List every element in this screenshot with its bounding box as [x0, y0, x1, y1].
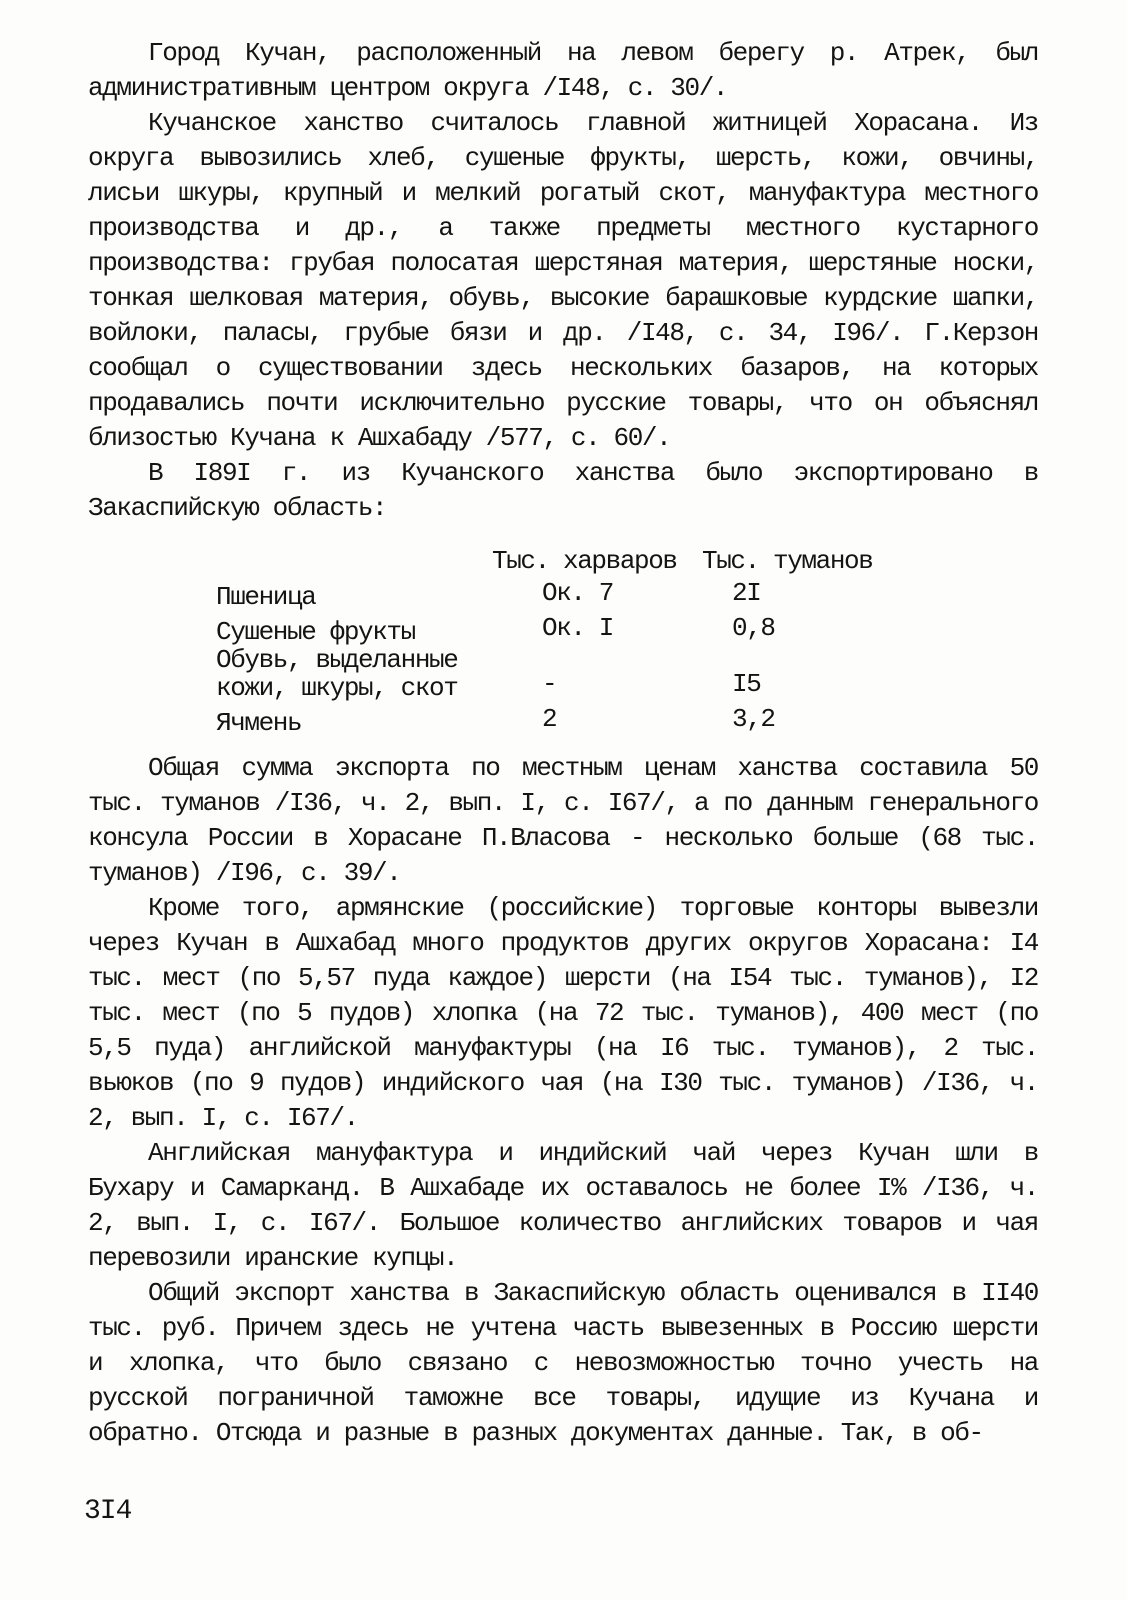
row-qty: - [542, 669, 557, 699]
table-row [216, 611, 912, 646]
table-row [216, 702, 912, 737]
body-text [88, 36, 1038, 1451]
paragraph-1891-export-intro: В I89I г. из Кучанского ханства было экспортировано в Закаспийскую область: [88, 458, 1038, 523]
paragraph-total-export-estimate: Общий экспорт ханства в Закаспийскую область оценивался в II40 тыс. руб. Причем здесь не учтена часть вывезенных в Россию шерсти и хлопка, что было связано с невозможностью точно учесть на русской пограничной таможне все товары, идущие из Кучана и обратно. Отсюда и разные в разных документах данные. Так, в об- [88, 1278, 1038, 1448]
table-row [216, 576, 912, 611]
row-val: 2I [732, 578, 761, 608]
row-name: Обувь, выделанные кожи, шкуры, скот [216, 645, 458, 703]
row-name: Ячмень [216, 708, 302, 738]
row-val: 3,2 [732, 704, 775, 734]
row-val: I5 [732, 669, 761, 699]
row-name: Пшеница [216, 582, 316, 612]
export-table [216, 546, 912, 737]
row-qty: Ок. I [542, 613, 614, 643]
page-number: 3I4 [84, 1496, 132, 1527]
paragraph-kuchan-khanate-exports: Кучанское ханство считалось главной житницей Хорасана. Из округа вывозились хлеб, сушеные фрукты, шерсть, кожи, овчины, лисьи шкуры, крупный и мелкий рогатый скот, мануфактура местного производства и др., а также предметы местного кустарного производства: грубая полосатая шерстяная материя, шерстяные носки, тонкая шелковая материя, обувь, высокие барашковые курдские шапки, войлоки, паласы, грубые бязи и др. /I48, с. 34, I96/. Г.Керзон сообщал о существовании здесь нескольких базаров, на которых продавались почти исключительно русские товары, что он объяснял близостью Кучана к Ашхабаду /577, с. 60/. [88, 108, 1038, 453]
paragraph-total-export-sum: Общая сумма экспорта по местным ценам ханства составила 50 тыс. туманов /I36, ч. 2, вып. I, с. I67/, а по данным генерального консула России в Хорасане П.Власова - несколько больше (68 тыс. туманов) /I96, с. 39/. [88, 753, 1038, 888]
paragraph-kuchan-city: Город Кучан, расположенный на левом берегу р. Атрек, был административным центром округа /I48, с. 30/. [88, 38, 1038, 103]
row-qty: Ок. 7 [542, 578, 614, 608]
paragraph-armenian-offices: Кроме того, армянские (российские) торговые конторы вывезли через Кучан в Ашхабад много продуктов других округов Хорасана: I4 тыс. мест (по 5,57 пуда каждое) шерсти (на I54 тыс. туманов), I2 тыс. мест (по 5 пудов) хлопка (на 72 тыс. туманов), 400 мест (по 5,5 пуда) английской мануфактуры (на I6 тыс. туманов), 2 тыс. вьюков (по 9 пудов) индийского чая (на I30 тыс. туманов) /I36, ч. 2, вып. I, с. I67/. [88, 893, 1038, 1133]
row-name: Сушеные фрукты [216, 617, 415, 647]
export-table-header [216, 546, 912, 576]
header-qty-label: Тыс. харваров [492, 546, 677, 576]
row-val: 0,8 [732, 613, 775, 643]
header-val-label: Тыс. туманов [702, 546, 873, 576]
table-row [216, 646, 912, 702]
row-qty: 2 [542, 704, 557, 734]
header-val [702, 546, 912, 576]
paragraph-english-manufacture: Английская мануфактура и индийский чай через Кучан шли в Бухару и Самарканд. В Ашхабаде их оставалось не более I% /I36, ч. 2, вып. I, с. I67/. Большое количество английских товаров и чая перевозили иранские купцы. [88, 1138, 1038, 1273]
